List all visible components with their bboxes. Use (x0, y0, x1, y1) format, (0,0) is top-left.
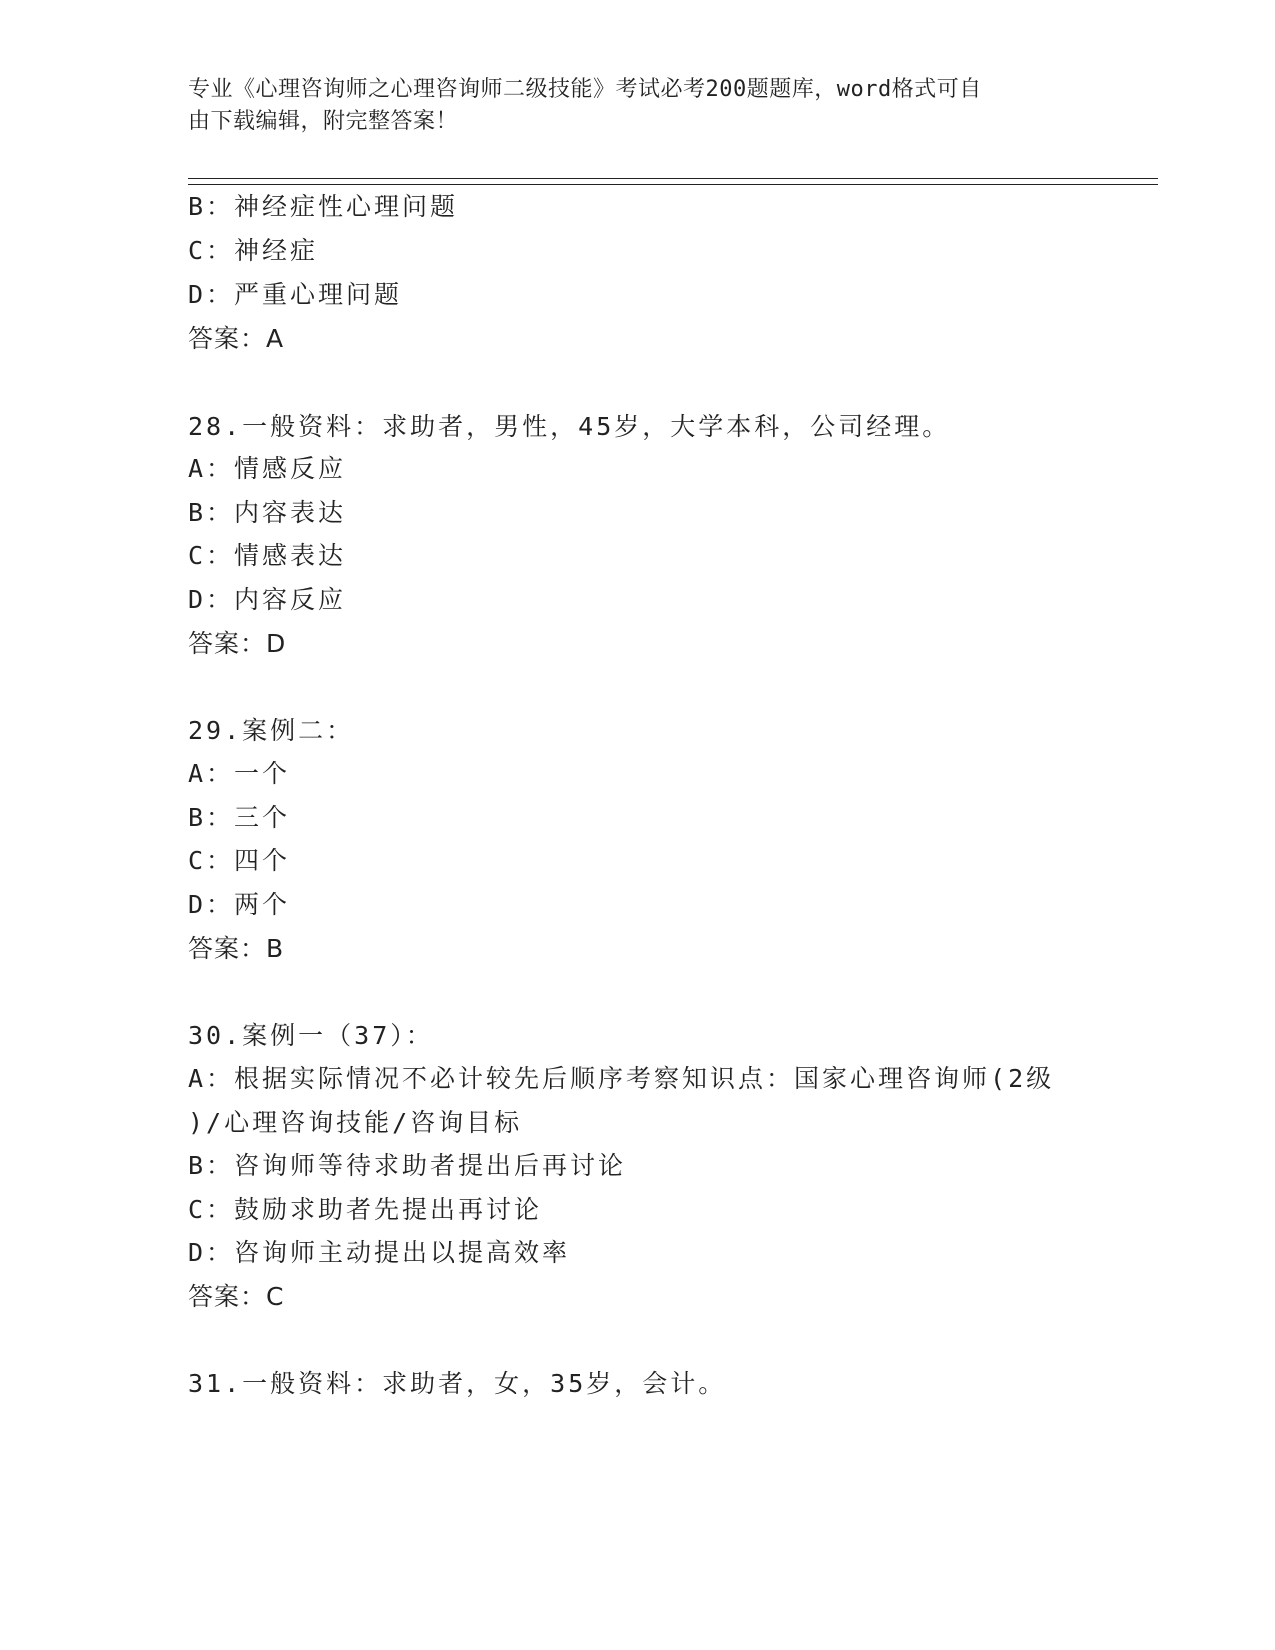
q31-stem: 31.一般资料：求助者，女，35岁，会计。 (188, 1369, 727, 1398)
q30-option-a-line-2: )/心理咨询技能/咨询目标 (188, 1108, 523, 1137)
q28-option-c: C：情感表达 (188, 541, 347, 570)
header-divider-bottom (188, 184, 1158, 185)
q28-stem: 28.一般资料：求助者，男性，45岁，大学本科，公司经理。 (188, 412, 951, 441)
q28-option-d: D：内容反应 (188, 585, 347, 614)
q29-option-d: D：两个 (188, 890, 291, 919)
header-line-2: 由下载编辑，附完整答案！ (188, 109, 459, 134)
q27-option-d: D：严重心理问题 (188, 280, 403, 309)
q30-stem: 30.案例一（37）： (188, 1021, 434, 1050)
q29-stem: 29.案例二： (188, 716, 355, 745)
q30-option-c: C：鼓励求助者先提出再讨论 (188, 1195, 543, 1224)
header-line-1: 专业《心理咨询师之心理咨询师二级技能》考试必考200题题库，word格式可自 (188, 77, 982, 102)
q30-answer: 答案：C (188, 1282, 285, 1311)
q28-answer: 答案：D (188, 629, 287, 658)
q29-option-a: A：一个 (188, 759, 291, 788)
q27-option-b: B：神经症性心理问题 (188, 192, 459, 221)
q28-option-a: A：情感反应 (188, 454, 347, 483)
q28-option-b: B：内容表达 (188, 498, 347, 527)
q27-answer: 答案：A (188, 324, 285, 353)
q30-option-d: D：咨询师主动提出以提高效率 (188, 1238, 571, 1267)
document-header (188, 74, 1068, 138)
q29-option-b: B：三个 (188, 803, 291, 832)
q27-option-c: C：神经症 (188, 236, 319, 265)
q29-option-c: C：四个 (188, 846, 291, 875)
q29-answer: 答案：B (188, 934, 285, 963)
q30-option-b: B：咨询师等待求助者提出后再讨论 (188, 1151, 627, 1180)
header-divider-top (188, 178, 1158, 179)
q30-option-a-line-1: A：根据实际情况不必计较先后顺序考察知识点：国家心理咨询师(2级 (188, 1064, 1055, 1093)
